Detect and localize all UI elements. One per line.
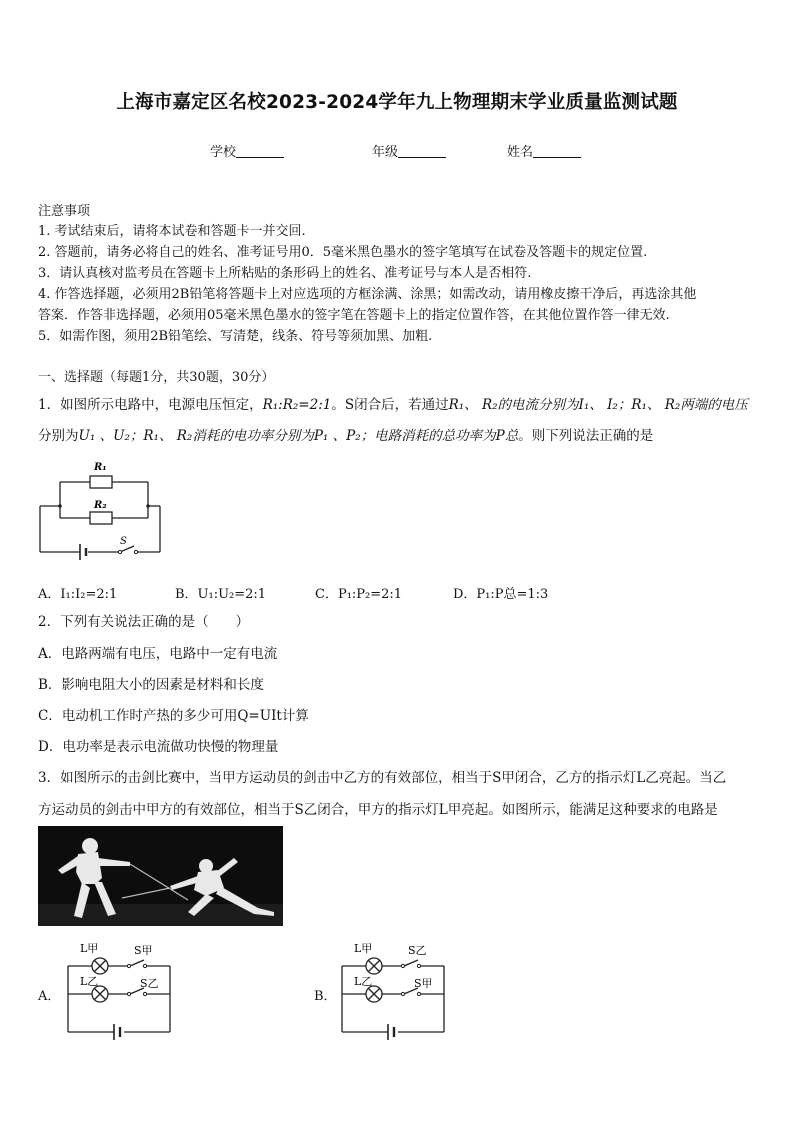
q3-option-b[interactable]: B． [314,989,337,1004]
notice-item: 5．如需作图，须用2B铅笔绘、写清楚，线条、符号等须加黑、加粗. [38,329,433,344]
school-field [210,141,284,160]
switch-label: S [120,536,127,547]
q1-stem-line1: 1．如图所示电路中，电源电压恒定，R₁:R₂=2:1。S闭合后，若通过R₁、 R₂的电流分别为I₁、 I₂；R₁、 R₂两端的电压 [38,397,748,413]
name-field [507,141,581,160]
fencing-photo [38,826,283,926]
grade-blank[interactable] [398,144,446,158]
q3-option-a-circuit [62,938,182,1042]
switch-label: S乙 [140,977,159,990]
lamp-label: L甲 [80,942,99,955]
switch-label: S甲 [414,977,433,990]
q2-option-b[interactable]: B．影响电阻大小的因素是材料和长度 [38,677,264,693]
name-label: 姓名 [507,145,534,160]
page-title: 上海市嘉定区名校2023-2024学年九上物理期末学业质量监测试题 [116,92,678,113]
notice-item: 3．请认真核对监考员在答题卡上所粘贴的条形码上的姓名、准考证号与本人是否相符. [38,266,532,281]
q1-option-a[interactable]: A．I₁:I₂=2:1 [38,587,118,602]
grade-field [372,141,446,160]
switch-label: S甲 [134,944,153,957]
name-blank[interactable] [533,144,581,158]
q2-option-d[interactable]: D．电功率是表示电流做功快慢的物理量 [38,739,279,755]
q1-option-d[interactable]: D．P₁:P总=1:3 [453,587,549,602]
q1-circuit-diagram [36,458,166,560]
q3-option-b-circuit [336,938,456,1042]
lamp-label: L甲 [354,942,373,955]
q3-stem-line1: 3．如图所示的击剑比赛中，当甲方运动员的剑击中乙方的有效部位，相当于S甲闭合，乙方的指示灯L乙亮起。当乙 [38,770,727,786]
r2-label: R₂ [94,500,107,511]
r1-label: R₁ [94,462,107,473]
q2-stem: 2．下列有关说法正确的是（ ） [38,614,250,630]
notice-item: 1. 考试结束后，请将本试卷和答题卡一并交回. [38,224,306,239]
grade-label: 年级 [372,145,399,160]
lamp-label: L乙 [354,975,373,988]
q2-option-a[interactable]: A．电路两端有电压，电路中一定有电流 [38,646,278,662]
section-heading: 一、选择题（每题1分，共30题，30分） [38,370,275,385]
q2-option-c[interactable]: C．电动机工作时产热的多少可用Q=UIt计算 [38,708,309,724]
notice-heading: 注意事项 [38,204,91,219]
q1-option-c[interactable]: C．P₁:P₂=2:1 [315,587,403,602]
q3-stem-line2: 方运动员的剑击中甲方的有效部位，相当于S乙闭合，甲方的指示灯L甲亮起。如图所示，能满足这种要求的电路是 [38,802,718,818]
notice-item: 4. 作答选择题，必须用2B铅笔将答题卡上对应选项的方框涂满、涂黑；如需改动，请用橡皮擦干净后，再选涂其他 [38,287,697,302]
q1-stem-line2: 分别为U₁ 、U₂；R₁、 R₂消耗的电功率分别为P₁ 、P₂；电路消耗的总功率为P总。则下列说法正确的是 [38,428,654,444]
q3-option-a[interactable]: A． [38,989,61,1004]
switch-label: S乙 [408,944,427,957]
school-blank[interactable] [236,144,284,158]
q1-option-b[interactable]: B．U₁:U₂=2:1 [175,587,267,602]
notice-item: 答案．作答非选择题，必须用05毫米黑色墨水的签字笔在答题卡上的指定位置作答，在其他位置作答一律无效. [38,308,670,323]
school-label: 学校 [210,145,237,160]
notice-item: 2. 答题前，请务必将自己的姓名、准考证号用0．5毫米黑色墨水的签字笔填写在试卷及答题卡的规定位置. [38,245,648,260]
lamp-label: L乙 [80,975,99,988]
